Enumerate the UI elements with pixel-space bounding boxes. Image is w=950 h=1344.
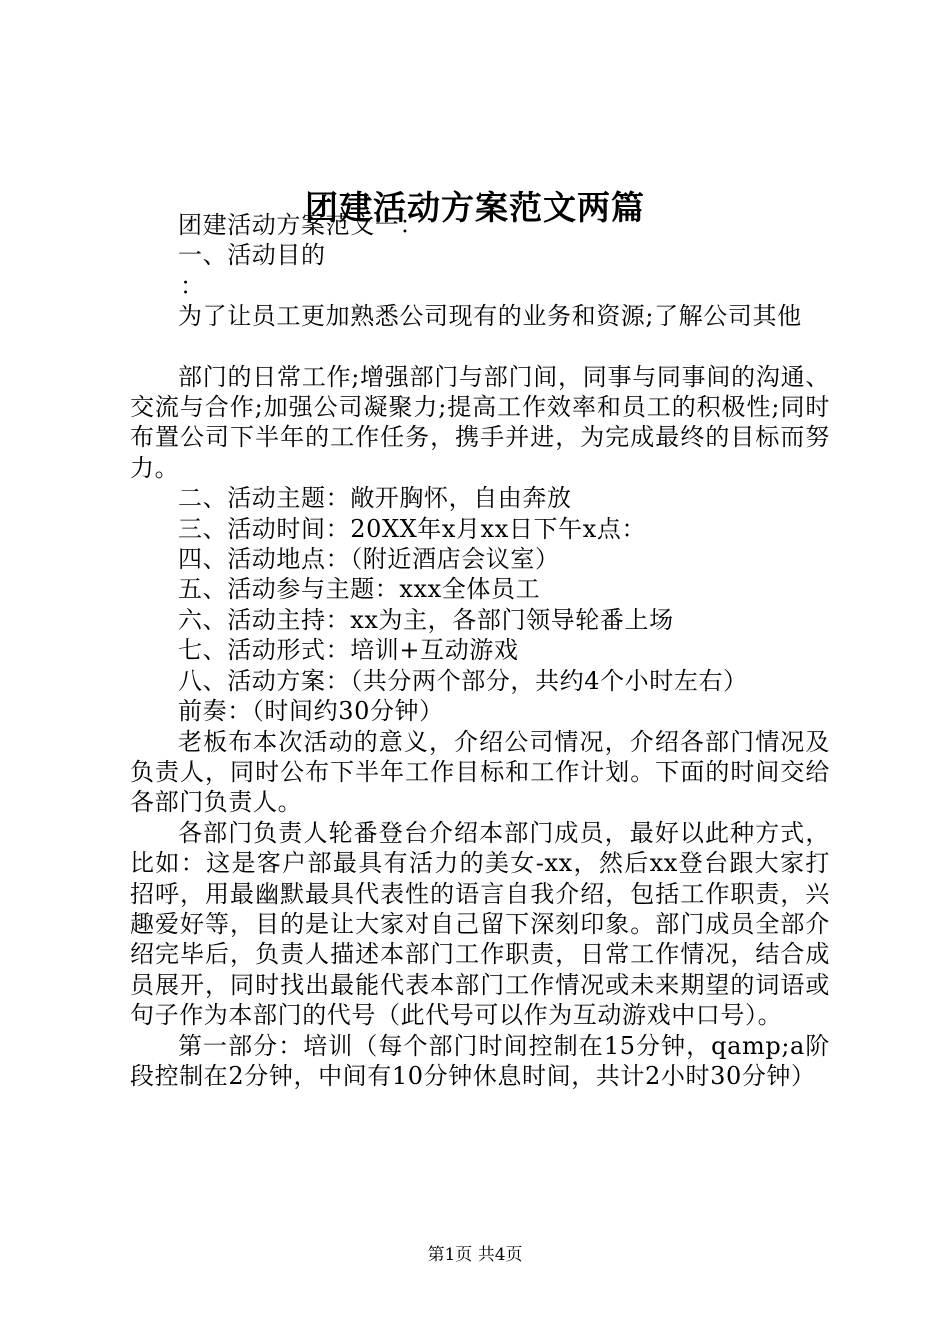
page-footer: 第1页 共4页 xyxy=(427,1245,523,1265)
paragraph-purpose-line1: 为了让员工更加熟悉公司现有的业务和资源;了解公司其他 xyxy=(178,302,802,331)
paragraph-host: 六、活动主持：xx为主，各部门领导轮番上场 xyxy=(178,605,674,634)
document-title: 团建活动方案范文两篇 xyxy=(305,188,645,227)
paragraph-time: 三、活动时间：20XX年x月xx日下午x点： xyxy=(178,514,647,543)
paragraph-location: 四、活动地点：（附近酒店会议室） xyxy=(178,545,560,574)
paragraph-department-intro: 各部门负责人轮番登台介绍本部门成员，最好以此种方式，比如：这是客户部最具有活力的美女-xx，然后xx登台跟大家打招呼，用最幽默最具代表性的语言自我介绍，包括工作职责，兴趣爱好等，目的是让大家对自己留下深刻印象。部门成员全部介绍完毕后，负责人描述本部门工作职责，日常工作情况，结合成员展开，同时找出最能代表本部门工作情况或未来期望的词语或句子作为本部门的代号（此代号可以作为互动游戏中口号）。 xyxy=(130,818,830,1030)
document-body xyxy=(130,210,830,1091)
paragraph-plan: 八、活动方案：（共分两个部分，共约4个小时左右） xyxy=(178,666,748,695)
paragraph-heading-one: 团建活动方案范文一： xyxy=(178,211,424,239)
paragraph-purpose-body: 部门的日常工作;增强部门与部门间，同事与同事间的沟通、交流与合作;加强公司凝聚力;提高工作效率和员工的积极性;同时布置公司下半年的工作任务，携手并进，为完成最终的目标而努力。 xyxy=(130,362,830,482)
paragraph-participants: 五、活动参与主题：xxx全体员工 xyxy=(178,575,541,604)
paragraph-prelude: 前奏：（时间约30分钟） xyxy=(178,697,444,726)
paragraph-boss-intro: 老板布本次活动的意义，介绍公司情况，介绍各部门情况及负责人，同时公布下半年工作目标和工作计划。下面的时间交给各部门负责人。 xyxy=(130,727,830,817)
paragraph-format: 七、活动形式：培训+互动游戏 xyxy=(178,636,519,665)
paragraph-theme: 二、活动主题：敞开胸怀，自由奔放 xyxy=(178,484,572,513)
paragraph-purpose-heading: 一、活动目的 xyxy=(178,241,326,270)
paragraph-colon: ： xyxy=(180,271,205,300)
paragraph-part-one: 第一部分：培训（每个部门时间控制在15分钟，qamp;a阶段控制在2分钟，中间有10分钟休息时间，共计2小时30分钟） xyxy=(130,1031,830,1090)
